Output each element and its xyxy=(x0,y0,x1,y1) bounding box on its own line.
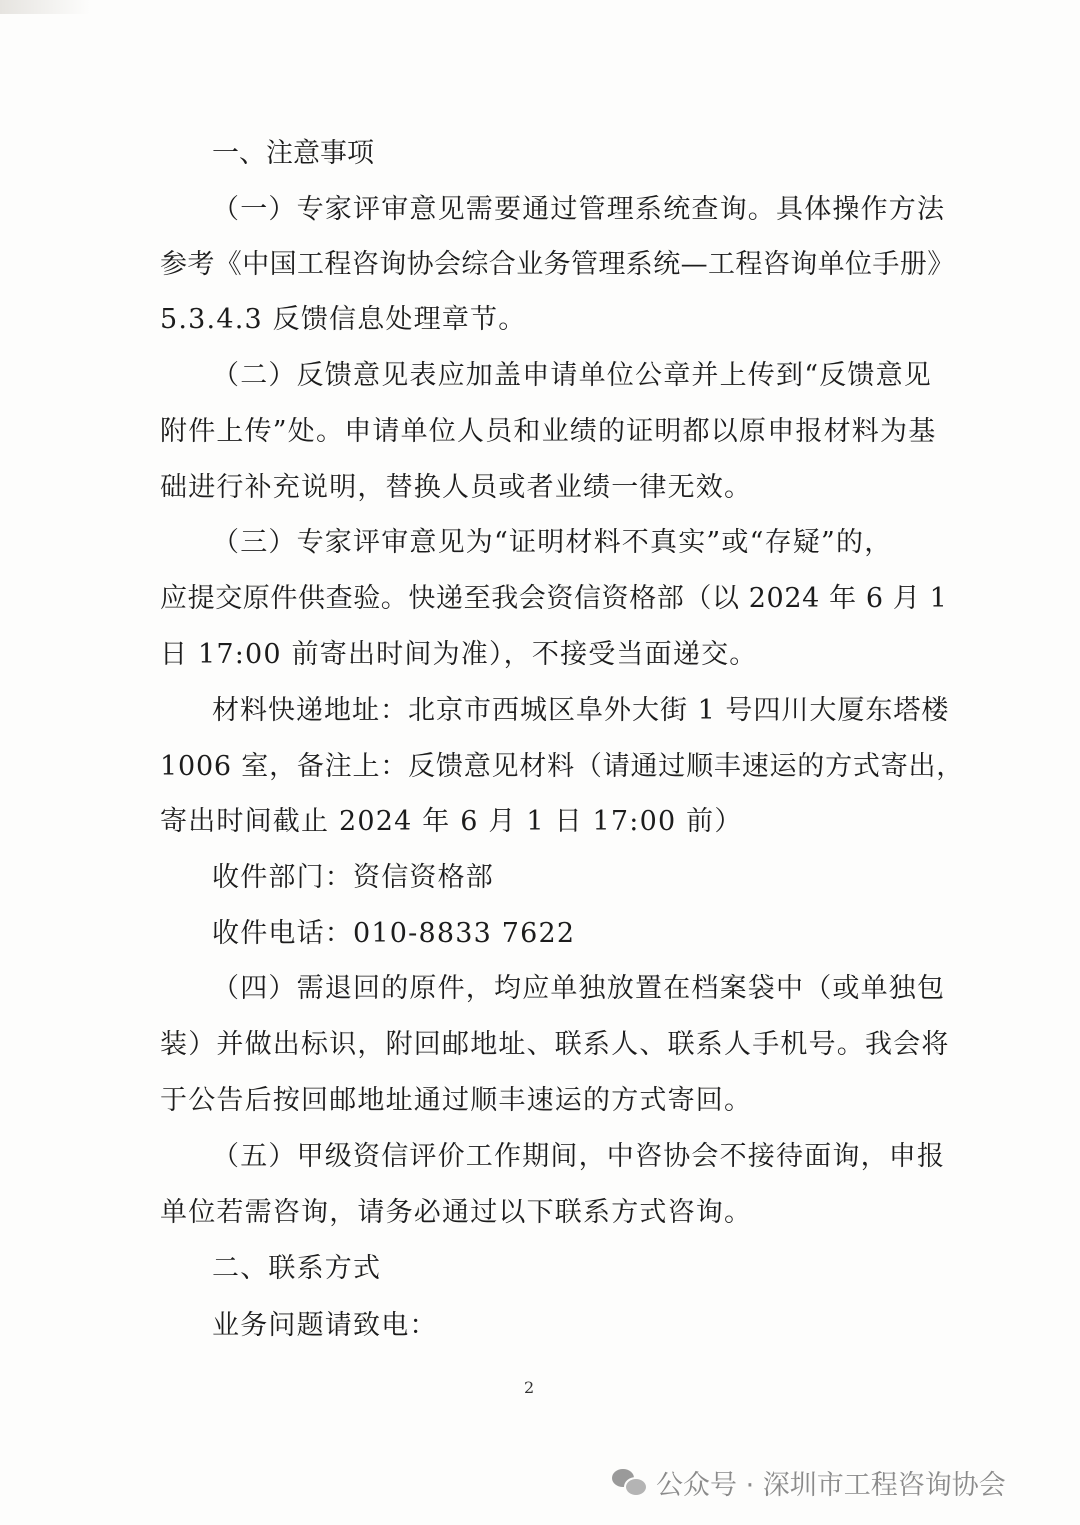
text-line: （五）甲级资信评价工作期间，中咨协会不接待面询，申报 xyxy=(212,1141,946,1172)
text-line: 1006 室，备注上：反馈意见材料（请通过顺丰速运的方式寄出， xyxy=(160,751,965,782)
wechat-icon xyxy=(612,1467,646,1497)
text-line: （三）专家评审意见为“证明材料不真实”或“存疑”的， xyxy=(212,527,893,558)
text-line: 于公告后按回邮地址通过顺丰速运的方式寄回。 xyxy=(160,1085,753,1116)
text-line: 参考《中国工程咨询协会综合业务管理系统—工程咨询单位手册》 xyxy=(160,249,955,280)
text-line: 业务问题请致电： xyxy=(212,1310,438,1341)
scan-edge-shadow xyxy=(0,0,90,14)
text-line: 5.3.4.3 反馈信息处理章节。 xyxy=(160,304,527,335)
text-line: 寄出时间截止 2024 年 6 月 1 日 17:00 前） xyxy=(160,806,743,837)
text-line: （二）反馈意见表应加盖申请单位公章并上传到“反馈意见 xyxy=(212,360,933,391)
text-line: 装）并做出标识，附回邮地址、联系人、联系人手机号。我会将 xyxy=(160,1029,950,1060)
page-number: 2 xyxy=(524,1378,535,1397)
text-line: （一）专家评审意见需要通过管理系统查询。具体操作方法 xyxy=(212,194,946,225)
text-line: 收件部门：资信资格部 xyxy=(212,862,494,893)
watermark xyxy=(612,1460,1006,1504)
text-line: 日 17:00 前寄出时间为准），不接受当面递交。 xyxy=(160,639,758,670)
text-line: 础进行补充说明，替换人员或者业绩一律无效。 xyxy=(160,472,753,503)
text-line: 附件上传”处。申请单位人员和业绩的证明都以原申报材料为基 xyxy=(160,416,937,447)
text-line: 单位若需咨询，请务必通过以下联系方式咨询。 xyxy=(160,1197,753,1228)
text-line: （四）需退回的原件，均应单独放置在档案袋中（或单独包 xyxy=(212,973,946,1004)
text-line: 二、联系方式 xyxy=(212,1253,382,1284)
watermark-text: 公众号 · 深圳市工程咨询协会 xyxy=(656,1469,1006,1501)
text-line: 材料快递地址：北京市西城区阜外大街 1 号四川大厦东塔楼 xyxy=(212,695,950,726)
text-line: 一、注意事项 xyxy=(212,138,374,169)
text-line: 应提交原件供查验。快递至我会资信资格部（以 2024 年 6 月 1 xyxy=(160,583,948,614)
text-line: 收件电话：010-8833 7622 xyxy=(212,918,576,949)
